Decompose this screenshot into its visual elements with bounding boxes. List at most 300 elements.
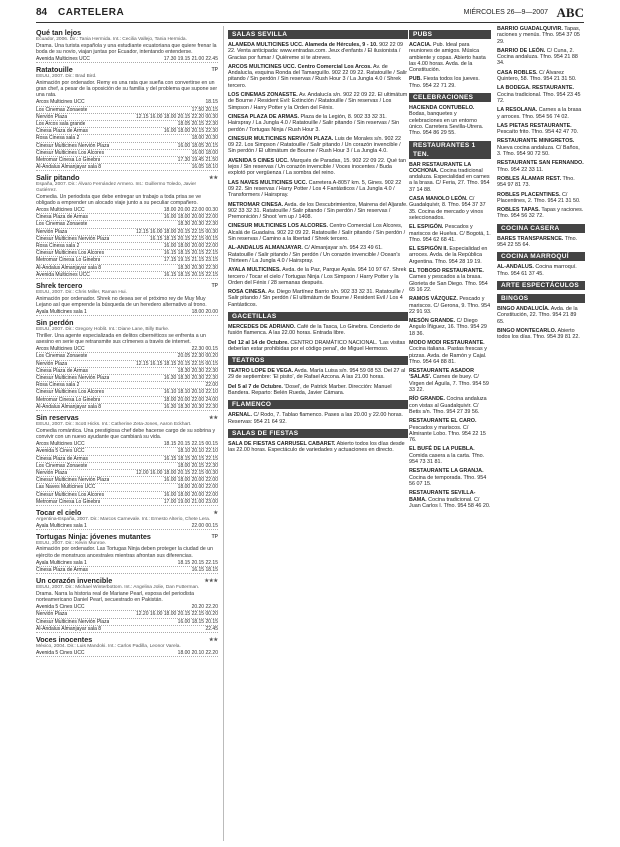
listing-entry xyxy=(228,64,408,89)
film-meta: EEUU, 2007. Dir.: Brad Bird. xyxy=(36,74,97,80)
showtimes: 18.00 20.00 22.00 24.00 xyxy=(163,396,218,403)
showtimes: 18.00 20.00 22.00 xyxy=(177,484,218,491)
entry-text: Carretera A-8057 km. 5, Gines. 902 22 09 22. Sin reservas / Harry Potter / Los 4 Fantásticos / La Jungla 4.0 / Transformers / Hairspray. xyxy=(228,179,402,199)
film-description: Thriller. Una agente especializada en delitos cibernéticos se enfrenta a un asesino en serie que retransmite sus crímenes a través de internet. xyxy=(36,332,206,346)
showtimes: 16.05 18.10 xyxy=(191,164,218,171)
listing-entry xyxy=(497,85,585,104)
film-title: Tocar el cielo ★ xyxy=(36,507,218,517)
section-header: ARTE ESPECTÁCULOS xyxy=(497,281,585,290)
showtimes: 18.00 20.30 xyxy=(191,135,218,142)
cinema-name: Metromar Cinesa Lo Ginebra xyxy=(36,257,101,264)
entry-name: ROSA CINESA. xyxy=(228,289,267,296)
showtime-row xyxy=(36,121,218,128)
entry-name: BARRIO DE LEÓN. xyxy=(497,47,546,54)
showtime-row xyxy=(36,114,218,121)
showtimes: 18.30 20.30 22.30 xyxy=(177,264,218,271)
entry-name: ARCOS MULTICINES UCC. Centro Comercial Los Arcos. xyxy=(228,63,372,70)
entry-name: MODO MODI RESTAURANTE. xyxy=(409,339,485,346)
cinema-name: Avenida Multicines UCC xyxy=(36,56,90,62)
showtimes: 16.00 18.00 20.00 22.00 xyxy=(163,491,218,498)
showtime-row xyxy=(36,375,218,382)
listing-entry xyxy=(409,468,491,487)
cinema-name: Cinesur Multicines Nervión Plaza xyxy=(36,477,110,484)
entry-name: CINESUR MULTICINES LOS ALCORES. xyxy=(228,223,329,230)
entry-name: AL-ANDALUS ALMANJAYAR. xyxy=(228,245,303,252)
section-header: SALAS SEVILLA xyxy=(228,30,408,39)
showtimes: 12.15 16.00 18.00 20.15 22.20 00.30 xyxy=(135,113,218,120)
entry-name: EL ESPIGÓN. xyxy=(409,224,444,231)
showtime-row xyxy=(36,650,218,657)
listing-entry xyxy=(497,328,585,341)
entry-name: ARENAL. xyxy=(228,412,252,419)
entry-name: RESTAURANTE SEVILLA-BAMA. xyxy=(409,490,476,503)
entry-text: Pescado y mariscos. C/ Gerona, 9. Tfno. 954 22 91 93. xyxy=(409,296,491,315)
film-title: Tortugas Ninja: jóvenes mutantes TP xyxy=(36,531,218,541)
listing-entry xyxy=(497,26,585,45)
showtimes: 20.05 22.30 00.20 xyxy=(177,353,218,360)
cinema-name: Avenida 5 Cines UCC xyxy=(36,649,85,656)
films-column xyxy=(36,26,218,841)
entry-name: BARRIO GUADALQUIVIR. xyxy=(497,26,563,32)
entry-name: RESTAURANTE EL CARO. xyxy=(409,418,477,425)
listing-entry xyxy=(409,196,491,221)
section-header: COCINA MARROQUÍ xyxy=(497,252,585,261)
showtime-row xyxy=(36,107,218,114)
entry-name: LA BODEGA. RESTAURANTE. xyxy=(497,85,574,92)
showtime-row xyxy=(36,143,218,150)
entry-text: Avda. de la Constitución, 22. Tfno. 954 21 89 65. xyxy=(497,305,578,325)
cinema-name: Nervión Plaza xyxy=(36,228,68,235)
cinema-name: Al-Andalus Almanjayar sala 8 xyxy=(36,164,102,171)
cinema-name: Ayala Multicines sala 1 xyxy=(36,309,87,316)
entry-name: ROBLES TAPAS. xyxy=(497,207,540,214)
cinema-name: Rosa Cinesa sala 2 xyxy=(36,135,80,142)
film-rating: ★★ xyxy=(209,175,218,182)
entry-name: EL ESPIGÓN II. xyxy=(409,246,448,253)
showtimes: 22.45 xyxy=(205,625,218,632)
cinema-name: Al-Andalus Almanjayar sala 8 xyxy=(36,264,102,271)
film-description: Drama. Narra la historia real de Mariane Pearl, esposa del periodista norteamericano Daniel Pearl, secuestrado en Pakistán. xyxy=(36,590,195,603)
cinema-name: Metromar Cinesa Lo Ginebra xyxy=(36,157,101,164)
showtimes: 12.15 16.15 18.15 20.15 22.15 00.15 xyxy=(135,360,218,367)
film-meta: España, 2007. Dir.: Álvaro Fernández Armero. Int.: Guillermo Toledo, Javier Gutiérrez. xyxy=(36,182,197,194)
film-description: Comedia romántica. Una prestigiosa chef debe hacerse cargo de su sobrina y convivir con un nuevo ayudante que cambiará su vida. xyxy=(36,427,216,440)
cinema-name: Cinesa Plaza de Armas xyxy=(36,455,88,462)
entry-text: Cocina andaluza con vistas al Guadalquivir. C/ Betis s/n. Tfno. 954 27 39 56. xyxy=(409,396,487,415)
film-meta: Ecuador, 2006. Dir.: Tania Hermida. Int.: Cecilia Vallejo, Tania Hermida. xyxy=(36,37,187,42)
showtimes: 16.30 18.30 20.30 22.30 xyxy=(163,375,218,382)
film-description: Animación por ordenador. Shrek no desea ser el próximo rey de Muy Muy Lejano así que emprende la búsqueda de un heredero alternativo al trono. xyxy=(36,295,207,308)
listing-entry xyxy=(409,418,491,443)
entry-name: CINESA PLAZA DE ARMAS. xyxy=(228,113,299,120)
listing-entry xyxy=(497,264,585,277)
entry-name: ROBLES ÁLAMAR REST. xyxy=(497,175,562,182)
section-header: SALAS DE FIESTAS xyxy=(228,429,408,438)
showtime-row xyxy=(36,368,218,375)
listing-entry xyxy=(497,138,585,157)
cinema-name: Arcos Multicines UCC xyxy=(36,441,85,448)
cinema-name: Cinesur Multicines Nervión Plaza xyxy=(36,142,110,149)
entry-text: CENTRO DRAMÁTICO NACIONAL. 'Las visitas deberían estar prohibidas por el código penal', de Miguel Hermoso. xyxy=(228,339,406,352)
entry-text: Cocina de temporada. Tfno. 954 56 07 15. xyxy=(409,474,487,487)
entry-text: 902 22 09 22. Venta anticipada: www.entradas.com. Jeux d'enfants / El ilusionista / Gracias por fumar / Quiéreme si te atreves. xyxy=(228,42,404,61)
entry-text: Carnes de buey. C/ Virgen del Águila, 7. Tfno. 954 59 33 22. xyxy=(409,374,489,394)
entry-text: Luis de Morales s/n. 902 22 09 22. Los Simpson / Ratatouille / Salir pitando / Un corazón invencible / Sin perdón / El ultimátum de Bourne / Rush Hour 3 / La Jungla 4.0. xyxy=(228,135,401,155)
cinema-name: Avenida 5 Cines UCC xyxy=(36,448,85,455)
film-description: Drama. Una turista española y una estudiante ecuatoriana que quiere frenar la boda de su novio, viajan juntas por Ecuador, intentando entenderse. xyxy=(36,42,217,55)
entry-name: EL BUFÉ DE LA PUEBLA. xyxy=(409,446,475,453)
cinema-name: Los Cinemas Zonaeste xyxy=(36,106,88,113)
entry-text: Cocina tradicional andaluza. Especialidad en carnes a la brasa. C/ Feria, 27. Tfno. 954 37 14 88. xyxy=(409,167,490,193)
showtimes: 18.30 20.30 22.30 xyxy=(177,367,218,374)
showtimes: 17.30 19.45 21.50 xyxy=(177,157,218,164)
showtimes: 16.00 18.00 20.00 22.00 xyxy=(163,214,218,221)
cinema-name: Cinesur Multicines Los Alcores xyxy=(36,389,105,396)
listing-entry xyxy=(228,42,408,61)
cinema-name: Cinesur Multicines Los Alcores xyxy=(36,491,105,498)
entry-text: Pescaíto frito. Tfno. 954 42 47 70. xyxy=(497,129,579,136)
cinema-name: Nervión Plaza xyxy=(36,611,68,618)
showtime-row xyxy=(36,567,218,574)
entry-text: Cocina marroquí. Tfno. 954 61 37 45. xyxy=(497,264,577,277)
cinema-name: Los Cinemas Zonaeste xyxy=(36,353,88,360)
showtimes: 16.00 18.15 20.15 xyxy=(177,618,218,625)
film-meta: Argentina-España, 2007. Dir.: Marcos Carnevale. Int.: Ernesto Alterio, Chete Lera. xyxy=(36,516,211,522)
page-number: 84 xyxy=(36,7,48,18)
showtimes: 16.00 18.00 20.00 22.00 xyxy=(163,477,218,484)
showtime-row xyxy=(36,389,218,396)
showtimes: 18.00 20.00 22.00 00.30 xyxy=(163,207,218,214)
entry-name: TEATRO LOPE DE VEGA. xyxy=(228,368,294,375)
listing-entry xyxy=(228,324,408,337)
film-title: Qué tan lejos xyxy=(36,28,82,37)
film-rating: TP xyxy=(211,283,218,290)
entry-text: Bodas, banquetes y celebraciones en un entorno único. Carretera Sevilla-Utrera. Tfno. 954 86 29 55. xyxy=(409,111,484,137)
film-title: Salir pitando ★★ xyxy=(36,173,218,183)
cinema-name: Las Naves Multicines UCC xyxy=(36,484,96,491)
film-meta: EEUU, 2007. Dir.: Kevin Munroe. xyxy=(36,540,107,546)
entry-text: Tapas y raciones. Tfno. 954 56 32 72. xyxy=(497,207,584,220)
listing-entry xyxy=(497,160,585,173)
showtimes: 16.15 18.15 20.15 22.15 xyxy=(163,271,218,278)
listing-entry xyxy=(497,48,585,67)
salas-column xyxy=(223,26,408,841)
entry-text: C/ Almanjayar s/n. 954 23 49 61. Ratatouille / Salir pitando / Sin perdón / Un corazón invencible / Ocean's Thirteen / La Jungla 4.0 / Hairspray. xyxy=(228,245,401,264)
showtime-row xyxy=(36,397,218,404)
entry-name: LAS PIETAS RESTAURANTE. xyxy=(497,122,572,129)
film-rating: ★★ xyxy=(209,636,218,643)
listing-entry xyxy=(409,490,491,509)
film-meta: México, 2004. Dir.: Luis Mandoki. Int.: Carlos Padilla, Leonor Varela. xyxy=(36,643,181,649)
restaurants-column xyxy=(409,26,491,841)
entry-text: Tfno. 954 97 81 73. xyxy=(497,175,575,189)
film-meta: EEUU, 2007. Dir.: Michael Winterbottom. Int.: Angelina Jolie, Dan Futterman. xyxy=(36,585,200,591)
showtime-row xyxy=(36,250,218,257)
section-header: FLAMENCO xyxy=(228,400,408,409)
cinema-name: Cinesur Multicines Nervión Plaza xyxy=(36,618,110,625)
listing-entry xyxy=(409,296,491,315)
showtimes: 16.10 18.10 20.10 22.10 xyxy=(163,389,218,396)
showtimes: 17.30 19.15 21.00 22.45 xyxy=(163,56,218,62)
entry-text: Comida casera a la carta. Tfno. 954 73 31 81. xyxy=(409,452,485,466)
listing-entry xyxy=(228,245,408,264)
entry-name: MERCEDES DE ADRIANO. xyxy=(228,323,296,330)
entry-name: EL TOBOSO RESTAURANTE. xyxy=(409,268,484,275)
cinema-name: Al-Andalus Almanjayar sala 8 xyxy=(36,403,102,410)
section-header: PUBS xyxy=(409,30,491,39)
entry-text: C/ Placentines, 2. Tfno. 954 21 31 50. xyxy=(497,191,581,204)
showtime-row xyxy=(36,463,218,470)
film-rating: ★★★ xyxy=(204,578,218,585)
film-title: Voces inocentes ★★ xyxy=(36,634,218,644)
entry-text: Carnes y pescados a la brasa. Glorieta de San Diego. Tfno. 954 65 16 22. xyxy=(409,274,488,293)
entry-name: LA RESOLANA. xyxy=(497,107,538,114)
listing-entry xyxy=(497,236,585,249)
listing-entry xyxy=(228,114,408,133)
showtime-row xyxy=(36,135,218,142)
showtimes: 18.05 20.15 22.30 xyxy=(177,121,218,128)
cinema-name: Rosa Cinesa sala 2 xyxy=(36,382,80,389)
entry-text: Av. Andalucía s/n. 902 22 09 22. El ultimátum de Bourne / Resident Evil: Extinción / Ratatouille / Sin reservas / Los Simpson / Harry Potter y la Orden del Fénix. xyxy=(228,92,408,111)
entry-name: LAS NAVES MULTICINES UCC. xyxy=(228,179,308,186)
showtimes: 18.15 xyxy=(205,99,218,106)
showtime-row xyxy=(36,229,218,236)
film-rating: ★★ xyxy=(209,415,218,422)
entry-name: BAR RESTAURANTE LA COCHONA. xyxy=(409,161,471,174)
showtimes: 16.00 18.00 20.15 22.30 xyxy=(163,128,218,135)
listing-entry xyxy=(409,76,491,89)
showtime-row xyxy=(36,56,218,63)
listing-entry xyxy=(409,446,491,465)
entry-name: AYALA MULTICINES. xyxy=(228,267,281,274)
showtimes: 16.00 18.00 20.00 22.00 xyxy=(163,243,218,250)
film-description: Animación por ordenador. Las Tortugas Ninja deben proteger la ciudad de un ejército de monstruos ancestrales mientras afrontan sus diferencias. xyxy=(36,546,213,559)
listing-entry xyxy=(228,384,408,397)
showtime-row xyxy=(36,456,218,463)
showtimes: 18.00 20.00 xyxy=(191,309,218,316)
showtimes: 16.30 18.30 20.30 22.30 xyxy=(163,403,218,410)
showtime-row xyxy=(36,604,218,611)
listing-entry xyxy=(497,107,585,120)
entry-name: RESTAURANTE ASADOR 'SALAS'. xyxy=(409,368,474,381)
cinema-name: Rosa Cinesa sala 2 xyxy=(36,243,80,250)
listing-entry xyxy=(409,396,491,415)
showtime-row xyxy=(36,523,218,530)
entry-text: Tfno. 954 22 55 64. xyxy=(497,235,578,249)
cinema-name: Nervión Plaza xyxy=(36,113,68,120)
cinema-name: Cinesa Plaza de Armas xyxy=(36,566,88,573)
showtime-row xyxy=(36,477,218,484)
entry-name: LOS CINEMAS ZONAESTE. xyxy=(228,92,298,99)
film-description: Animación por ordenador. Remy es una rata que sueña con convertirse en un gran chef, a pesar de la oposición de su familia y del problema que supone ser una rata. xyxy=(36,79,218,99)
showtimes: 22.00 00.15 xyxy=(191,522,218,529)
showtimes: 18.15 20.15 22.15 xyxy=(177,559,218,566)
showtime-row xyxy=(36,214,218,221)
section-header: GACETILLAS xyxy=(228,312,408,321)
entry-text: 'Dosel', de Patrick Marber. Dirección: Manuel Bandera. Reparto: Belén Rueda, Javier Cámara. xyxy=(228,383,392,397)
listing-entry xyxy=(228,267,408,286)
showtime-row xyxy=(36,346,218,353)
entry-name: BINGO ANDALUCÍA. xyxy=(497,305,550,312)
showtime-row xyxy=(36,484,218,491)
listing-entry xyxy=(409,224,491,243)
cinema-name: Arcos Multicines UCC xyxy=(36,99,85,106)
entry-name: PUB. xyxy=(409,76,422,83)
listing-entry xyxy=(228,340,408,353)
film-rating: TP xyxy=(211,533,218,540)
showtime-row xyxy=(36,619,218,626)
cinema-name: Cinesur Multicines Nervión Plaza xyxy=(36,235,110,242)
listing-entry xyxy=(409,162,491,193)
showtimes: 16.00 18.05 20.15 xyxy=(177,142,218,149)
listing-entry xyxy=(228,202,408,221)
entry-text: C/ Cuna, 2. Cocina andaluza. Tfno. 954 21 88 34. xyxy=(497,47,578,67)
showtimes: 18.00 20.15 22.30 xyxy=(177,462,218,469)
listing-entry xyxy=(497,306,585,325)
entry-text: Cocina tradicional. Tfno. 954 23 45 72. xyxy=(497,91,581,104)
entry-text: Abierto todos los días. Tfno. 954 39 81 22. xyxy=(497,327,580,341)
cinema-name: Cinesa Plaza de Armas xyxy=(36,128,88,135)
section-header: COCINA CASERA xyxy=(497,224,585,233)
entry-text: Fiesta todos los jueves. Tfno. 954 22 71 29. xyxy=(409,76,480,89)
entry-name: BINGO MONTECARLO. xyxy=(497,327,557,334)
film-meta: EEUU, 2007. Dir.: Scott Hicks. Int.: Catherine Zeta-Jones, Aaron Eckhart. xyxy=(36,422,192,428)
issue-date: MIÉRCOLES 26—9—2007 xyxy=(463,9,548,16)
showtimes: 18.15 20.15 22.15 00.15 xyxy=(163,441,218,448)
entry-name: BARES TRANSPARENCE. xyxy=(497,235,564,242)
section-title: CARTELERA xyxy=(58,7,125,18)
listing-entry xyxy=(228,92,408,111)
entry-name: RÍO GRANDE. xyxy=(409,396,445,403)
cinema-name: Nervión Plaza xyxy=(36,360,68,367)
entry-name: Del 5 al 7 de Octubre. xyxy=(228,383,283,390)
cinema-name: Los Cinemas Zonaeste xyxy=(36,221,88,228)
listing-entry xyxy=(497,70,585,83)
showtime-row xyxy=(36,353,218,360)
film-title: Sin perdón xyxy=(36,318,74,328)
entry-name: HACIENDA CONTUBELO. xyxy=(409,105,475,112)
listing-entry xyxy=(228,158,408,177)
entry-name: CASA MANOLO LEÓN. xyxy=(409,196,468,203)
listing-entry xyxy=(409,246,491,265)
entry-name: RAMOS VÁZQUEZ. xyxy=(409,296,458,303)
showtime-row xyxy=(36,221,218,228)
entry-text: Tapas, raciones y menús. Tfno. 954 37 05 29. xyxy=(497,26,581,45)
listing-entry xyxy=(497,176,585,189)
film-title: Ratatouille TP xyxy=(36,65,218,75)
showtime-row xyxy=(36,441,218,448)
listing-entry xyxy=(497,123,585,136)
listing-entry xyxy=(409,268,491,293)
film-rating: ★ xyxy=(213,509,218,516)
entry-name: RESTAURANTE SAN FERNANDO. xyxy=(497,160,584,167)
showtimes: 12.20 16.00 18.00 20.15 22.15 00.20 xyxy=(135,611,218,618)
cinema-name: Cinesa Plaza de Armas xyxy=(36,367,88,374)
entry-name: AL-ANDALUS. xyxy=(497,264,534,271)
entry-text: Pescados y mariscos de Huelva. C/ Bogotá, 1. Tfno. 954 62 68 41. xyxy=(409,224,491,243)
entry-text: Tfno. 954 22 33 11. xyxy=(497,166,544,173)
listing-entry xyxy=(228,289,408,308)
showtimes: 17.50 20.15 xyxy=(191,106,218,113)
entry-text: Pescados y mariscos. C/ Almirante Lobo. Tfno. 954 22 15 76. xyxy=(409,424,486,444)
cinema-name: Cinesa Plaza de Armas xyxy=(36,214,88,221)
showtime-row xyxy=(36,560,218,567)
listing-entry xyxy=(497,192,585,205)
cinema-name: Los Arcos sala grande xyxy=(36,121,86,128)
entry-name: CINESUR MULTICINES NERVIÓN PLAZA. xyxy=(228,135,334,142)
cinema-name: Metromar Cinesa Lo Ginebra xyxy=(36,498,101,505)
showtimes: 20.20 22.20 xyxy=(191,604,218,611)
film-description: Comedia. Un periodista que debe entregar un trabajo a toda prisa se ve obligado a emprender un alocado viaje junto a su peculiar compañero. xyxy=(36,193,201,206)
showtime-row xyxy=(36,382,218,389)
cinema-name: Arcos Multicines UCC xyxy=(36,207,85,214)
cinema-name: Cinesur Multicines Nervión Plaza xyxy=(36,375,110,382)
showtime-row xyxy=(36,236,218,243)
showtimes: 18.30 20.30 22.30 xyxy=(177,221,218,228)
listing-entry xyxy=(409,318,491,337)
cinema-name: Ayala Multicines sala 1 xyxy=(36,522,87,529)
film-title: Shrek tercero TP xyxy=(36,281,218,291)
cinema-name: Nervión Plaza xyxy=(36,469,68,476)
page-header xyxy=(36,6,584,23)
showtime-row xyxy=(36,150,218,157)
listing-entry xyxy=(228,136,408,155)
entry-text: C/ Rodo, 7. Tablao flamenco. Pases a las 20.00 y 22.00 horas. Reservas: 954 21 64 92. xyxy=(228,412,403,425)
showtime-row xyxy=(36,492,218,499)
section-header: RESTAURANTES 1 TEN. xyxy=(409,141,491,159)
entry-text: C/ Álvarez Quintero, 58. Tfno. 954 21 31 50. xyxy=(497,69,577,83)
cinema-name: Cinesur Multicines Los Alcores xyxy=(36,149,105,156)
entry-name: ALAMEDA MULTICINES UCC. Alameda de Hércules, 9 - 10. xyxy=(228,42,378,48)
showtime-row xyxy=(36,265,218,272)
cinema-name: Al-Andalus Almanjayar sala 8 xyxy=(36,625,102,632)
showtimes: 18.10 20.10 22.10 xyxy=(177,448,218,455)
entry-text: Café de la Tasca, Lo Ginebra. Concierto de fusión flamenca. A las 22.00 horas. Entrada libre. xyxy=(228,323,401,337)
showtimes: 16.15 18.15 20.15 22.15 xyxy=(163,250,218,257)
entry-name: CASA ROBLES. xyxy=(497,69,538,76)
showtime-row xyxy=(36,611,218,618)
entry-text: Avda. de la Paz, Parque Ayala. 954 10 97 67. Shrek tercero / Tocar el cielo / Tortugas Ninja / Los Simpson / Harry Potter y la Orden del Fénix / 28 semanas después. xyxy=(228,267,407,286)
entry-text: Carnes a la brasa y arroces. Tfno. 954 56 74 02. xyxy=(497,107,582,120)
showtime-row xyxy=(36,207,218,214)
listing-entry xyxy=(228,412,408,425)
cinema-name: Arcos Multicines UCC xyxy=(36,346,85,353)
showtimes: 16.15 18.15 20.15 22.15 00.15 xyxy=(149,235,218,242)
listing-entry xyxy=(228,223,408,242)
entry-text: Marqués de Paradas, 15. 902 22 09 22. Qué tan lejos / Sin reservas / Un corazón invencible / Voces inocentes / Buda explotó por vergüenza / La sombra del reino. xyxy=(228,157,406,177)
film-meta: EEUU, 2007. Dir.: Gregory Hoblit. Int.: Diane Lane, Billy Burke. xyxy=(36,327,170,333)
dining-column xyxy=(497,26,585,841)
showtimes: 22.00 xyxy=(205,382,218,389)
entry-text: Cocina tradicional. C/ Juan Carlos I. Tfno. 954 58 46 20. xyxy=(409,496,491,509)
entry-text: Av. Diego Martínez Barrio s/n. 902 33 32 31. Ratatouille / Salir pitando / Sin perdón / El ultimátum de Bourne / Resident Evil / Los 4 Fantásticos. xyxy=(228,289,404,308)
cinema-name: Ayala Multicines sala 1 xyxy=(36,559,87,566)
listing-entry xyxy=(409,340,491,365)
entry-text: Centro Comercial Los Alcores, Alcalá de Guadaíra. 902 22 09 22. Ratatouille / Salir pitando / Sin perdón / Sin reservas / Camino a la libertad / Shrek tercero. xyxy=(228,223,406,243)
listing-entry xyxy=(228,441,408,454)
section-header: CELEBRACIONES xyxy=(409,93,491,102)
showtimes: 16.15 18.15 20.15 22.15 xyxy=(163,455,218,462)
entry-text: Pub. Ideal para reuniones de amigos. Música ambiente y copas. Abierto hasta las 4.00 horas. Avda. de la Constitución. xyxy=(409,42,486,74)
abc-logo: ABC xyxy=(556,5,584,20)
entry-name: Del 12 al 14 de Octubre. xyxy=(228,339,289,346)
cinema-name: Los Cinemas Zonaeste xyxy=(36,462,88,469)
listing-entry xyxy=(409,42,491,73)
cinema-name: Avenida 5 Cines UCC xyxy=(36,604,85,611)
showtime-row xyxy=(36,309,218,316)
listing-entry xyxy=(497,207,585,220)
showtimes: 18.00 20.10 22.20 xyxy=(177,649,218,656)
